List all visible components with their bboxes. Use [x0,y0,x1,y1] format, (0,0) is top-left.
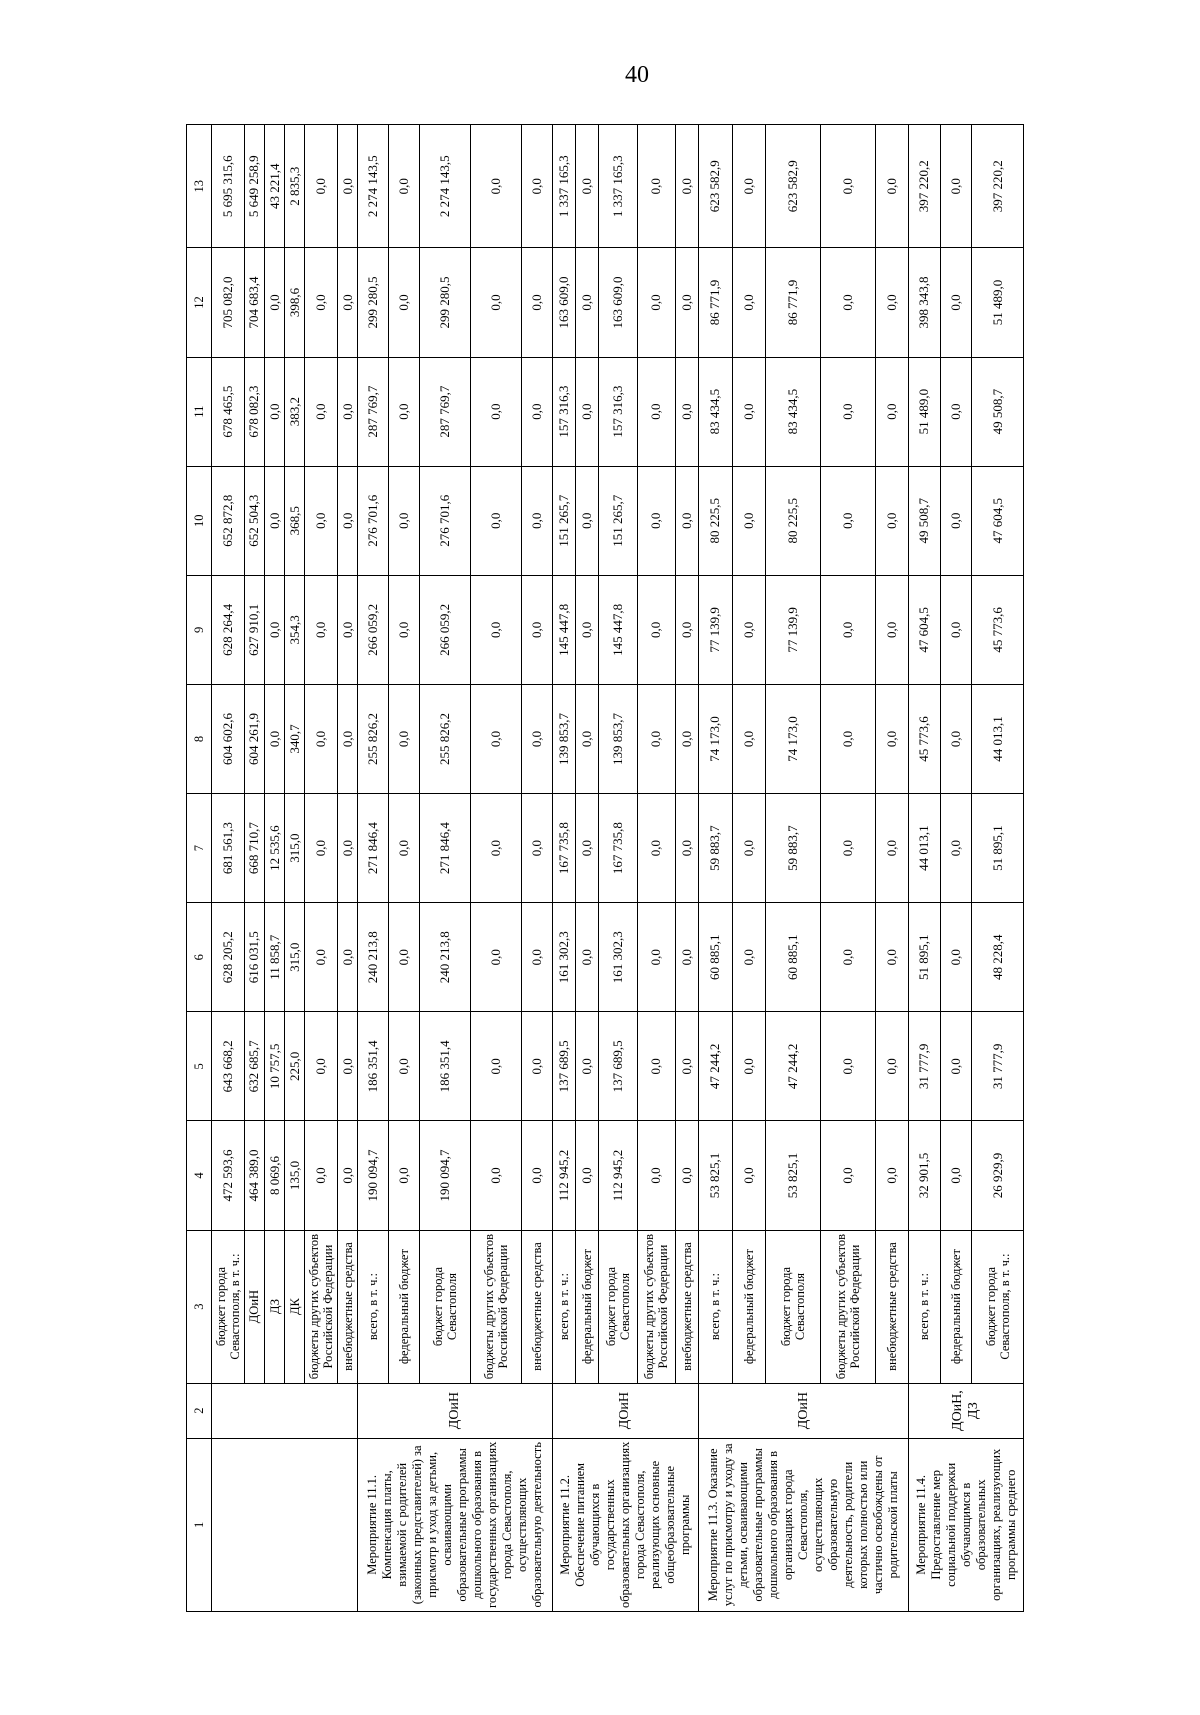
value-cell: 652 504,3 [244,466,264,575]
value-cell: 0,0 [675,248,698,357]
value-cell: 0,0 [732,248,766,357]
value-cell: 0,0 [940,794,972,903]
activity-cell: Мероприятие 11.4. Предоставление мер социальной поддержки обучающимся в образовательных организациях, реализующих программы среднего [909,1438,1024,1611]
value-cell: 0,0 [338,903,358,1012]
value-cell: 383,2 [285,357,305,466]
value-cell: 10 757,5 [265,1012,285,1121]
value-cell: 80 225,5 [699,466,733,575]
value-cell: 5 695 315,6 [212,125,245,248]
value-cell: 0,0 [875,357,909,466]
value-cell: 0,0 [732,357,766,466]
value-cell: 44 013,1 [909,794,941,903]
value-cell: 0,0 [338,575,358,684]
value-cell: 167 735,8 [599,794,637,903]
value-cell: 163 609,0 [599,248,637,357]
value-cell: 60 885,1 [766,903,821,1012]
value-cell: 0,0 [575,794,598,903]
value-cell: 59 883,7 [766,794,821,903]
value-cell: 51 895,1 [909,903,941,1012]
value-cell: 145 447,8 [552,575,575,684]
value-cell: 0,0 [820,575,875,684]
value-cell: 0,0 [470,903,521,1012]
value-cell: 0,0 [875,684,909,793]
funding-source-cell: бюджет города Севастополя [420,1230,471,1383]
value-cell: 0,0 [338,466,358,575]
value-cell: 157 316,3 [552,357,575,466]
value-cell: 0,0 [305,575,338,684]
table-row [909,125,941,1612]
value-cell: 135,0 [285,1121,305,1230]
value-cell: 0,0 [637,575,675,684]
value-cell: 0,0 [389,1121,420,1230]
value-cell: 0,0 [732,575,766,684]
value-cell: 190 094,7 [358,1121,389,1230]
value-cell: 0,0 [389,466,420,575]
value-cell: 0,0 [389,1012,420,1121]
value-cell: 0,0 [305,466,338,575]
funding-source-cell: федеральный бюджет [575,1230,598,1383]
value-cell: 0,0 [575,357,598,466]
value-cell: 139 853,7 [552,684,575,793]
value-cell: 0,0 [820,684,875,793]
value-cell: 472 593,6 [212,1121,245,1230]
executor-cell: ДОиН [358,1383,552,1438]
activity-cell: Мероприятие 11.3. Оказание услуг по присмотру и уходу за детьми, осваивающими образовательные программы дошкольного образования в организациях города Севастополя, осуществляющих образовательную деятельность, родители которых полностью или частично освобождены от родительской платы [699,1438,909,1611]
value-cell: 0,0 [575,466,598,575]
value-cell: 0,0 [820,1012,875,1121]
value-cell: 0,0 [637,466,675,575]
value-cell: 0,0 [820,1121,875,1230]
value-cell: 74 173,0 [766,684,821,793]
value-cell: 397 220,2 [972,125,1024,248]
value-cell: 47 604,5 [909,575,941,684]
value-cell: 255 826,2 [420,684,471,793]
table-row [358,125,389,1612]
column-header: 10 [187,466,212,575]
value-cell: 0,0 [675,466,698,575]
activity-cell: Мероприятие 11.1. Компенсация платы, взимаемой с родителей (законных представителей) за присмотр и уход за детьми, осваивающими образовательные программы дошкольного образования в государственных организациях города Севастополя, осуществляющих образовательную деятельность [358,1438,552,1611]
value-cell: 1 337 165,3 [552,125,575,248]
value-cell: 398,6 [285,248,305,357]
value-cell: 0,0 [637,248,675,357]
value-cell: 0,0 [305,248,338,357]
value-cell: 266 059,2 [358,575,389,684]
value-cell: 704 683,4 [244,248,264,357]
value-cell: 0,0 [389,903,420,1012]
funding-source-cell: всего, в т. ч.: [699,1230,733,1383]
value-cell: 287 769,7 [420,357,471,466]
value-cell: 0,0 [675,357,698,466]
value-cell: 0,0 [637,1121,675,1230]
value-cell: 59 883,7 [699,794,733,903]
header-row [187,125,212,1612]
value-cell: 31 777,9 [972,1012,1024,1121]
value-cell: 0,0 [875,125,909,248]
value-cell: 26 929,9 [972,1121,1024,1230]
value-cell: 44 013,1 [972,684,1024,793]
value-cell: 0,0 [265,357,285,466]
value-cell: 47 244,2 [699,1012,733,1121]
value-cell: 0,0 [265,575,285,684]
value-cell: 368,5 [285,466,305,575]
value-cell: 48 228,4 [972,903,1024,1012]
value-cell: 643 668,2 [212,1012,245,1121]
value-cell: 240 213,8 [358,903,389,1012]
value-cell: 51 895,1 [972,794,1024,903]
value-cell: 0,0 [521,684,552,793]
value-cell: 0,0 [820,357,875,466]
value-cell: 53 825,1 [699,1121,733,1230]
value-cell: 0,0 [521,466,552,575]
value-cell: 0,0 [637,125,675,248]
value-cell: 0,0 [732,1012,766,1121]
rotated-table [186,124,1024,1612]
value-cell: 1 337 165,3 [599,125,637,248]
value-cell: 0,0 [732,1121,766,1230]
value-cell: 60 885,1 [699,903,733,1012]
value-cell: 0,0 [940,125,972,248]
value-cell: 604 261,9 [244,684,264,793]
value-cell: 681 561,3 [212,794,245,903]
value-cell: 0,0 [675,903,698,1012]
value-cell: 0,0 [389,125,420,248]
value-cell: 0,0 [875,575,909,684]
value-cell: 151 265,7 [599,466,637,575]
value-cell: 0,0 [732,794,766,903]
value-cell: 0,0 [575,125,598,248]
value-cell: 628 264,4 [212,575,245,684]
value-cell: 12 535,6 [265,794,285,903]
value-cell: 0,0 [470,684,521,793]
activity-cell: Мероприятие 11.2. Обеспечение питанием обучающихся в государственных образовательных организациях города Севастополя, реализующих основные общеобразовательные программы [552,1438,698,1611]
value-cell: 2 835,3 [285,125,305,248]
value-cell: 299 280,5 [358,248,389,357]
value-cell: 0,0 [875,903,909,1012]
value-cell: 145 447,8 [599,575,637,684]
funding-source-cell: бюджеты других субъектов Российской Федерации [470,1230,521,1383]
value-cell: 0,0 [265,248,285,357]
value-cell: 0,0 [940,684,972,793]
value-cell: 0,0 [470,575,521,684]
value-cell: 315,0 [285,794,305,903]
budget-table [186,124,1024,1612]
value-cell: 0,0 [875,466,909,575]
value-cell: 255 826,2 [358,684,389,793]
funding-source-cell: ДЗ [265,1230,285,1383]
value-cell: 0,0 [389,357,420,466]
funding-source-cell: внебюджетные средства [521,1230,552,1383]
funding-source-cell: бюджет города Севастополя [766,1230,821,1383]
value-cell: 190 094,7 [420,1121,471,1230]
value-cell: 668 710,7 [244,794,264,903]
value-cell: 51 489,0 [972,248,1024,357]
column-header: 7 [187,794,212,903]
value-cell: 0,0 [637,357,675,466]
funding-source-cell: бюджет города Севастополя, в т. ч.: [972,1230,1024,1383]
funding-source-cell: ДОиН [244,1230,264,1383]
rotated-table-container [186,124,1024,1612]
value-cell: 77 139,9 [766,575,821,684]
value-cell: 0,0 [338,1012,358,1121]
value-cell: 0,0 [389,248,420,357]
value-cell: 0,0 [305,125,338,248]
executor-cell [212,1383,358,1438]
funding-source-cell: бюджет города Севастополя, в т. ч.: [212,1230,245,1383]
funding-source-cell: бюджет города Севастополя [599,1230,637,1383]
funding-source-cell: федеральный бюджет [940,1230,972,1383]
value-cell: 225,0 [285,1012,305,1121]
value-cell: 0,0 [470,248,521,357]
value-cell: 0,0 [940,248,972,357]
value-cell: 271 846,4 [420,794,471,903]
value-cell: 45 773,6 [972,575,1024,684]
value-cell: 31 777,9 [909,1012,941,1121]
value-cell: 8 069,6 [265,1121,285,1230]
value-cell: 43 221,4 [265,125,285,248]
value-cell: 47 604,5 [972,466,1024,575]
value-cell: 0,0 [637,903,675,1012]
value-cell: 49 508,7 [909,466,941,575]
executor-cell: ДОиН [699,1383,909,1438]
value-cell: 628 205,2 [212,903,245,1012]
value-cell: 604 602,6 [212,684,245,793]
value-cell: 0,0 [820,903,875,1012]
value-cell: 0,0 [675,575,698,684]
value-cell: 0,0 [675,1012,698,1121]
value-cell: 5 649 258,9 [244,125,264,248]
funding-source-cell: внебюджетные средства [338,1230,358,1383]
value-cell: 0,0 [338,1121,358,1230]
activity-cell [212,1438,358,1611]
value-cell: 652 872,8 [212,466,245,575]
value-cell: 0,0 [820,248,875,357]
value-cell: 0,0 [940,1012,972,1121]
value-cell: 678 465,5 [212,357,245,466]
value-cell: 32 901,5 [909,1121,941,1230]
value-cell: 0,0 [389,684,420,793]
value-cell: 266 059,2 [420,575,471,684]
column-header: 4 [187,1121,212,1230]
value-cell: 0,0 [820,466,875,575]
value-cell: 0,0 [470,466,521,575]
value-cell: 161 302,3 [552,903,575,1012]
value-cell: 167 735,8 [552,794,575,903]
funding-source-cell: федеральный бюджет [732,1230,766,1383]
value-cell: 0,0 [389,575,420,684]
value-cell: 0,0 [875,248,909,357]
funding-source-cell: всего, в т. ч.: [909,1230,941,1383]
value-cell: 0,0 [338,248,358,357]
value-cell: 0,0 [575,1012,598,1121]
value-cell: 83 434,5 [766,357,821,466]
column-header: 13 [187,125,212,248]
value-cell: 0,0 [940,357,972,466]
value-cell: 0,0 [575,575,598,684]
value-cell: 0,0 [338,794,358,903]
value-cell: 186 351,4 [358,1012,389,1121]
value-cell: 77 139,9 [699,575,733,684]
value-cell: 0,0 [575,903,598,1012]
value-cell: 11 858,7 [265,903,285,1012]
value-cell: 0,0 [575,1121,598,1230]
funding-source-cell: всего, в т. ч.: [552,1230,575,1383]
column-header: 2 [187,1383,212,1438]
column-header: 1 [187,1438,212,1611]
value-cell: 0,0 [637,1012,675,1121]
value-cell: 340,7 [285,684,305,793]
funding-source-cell: бюджеты других субъектов Российской Федерации [820,1230,875,1383]
value-cell: 0,0 [732,466,766,575]
value-cell: 112 945,2 [599,1121,637,1230]
value-cell: 0,0 [338,357,358,466]
value-cell: 0,0 [521,575,552,684]
value-cell: 0,0 [940,903,972,1012]
value-cell: 287 769,7 [358,357,389,466]
funding-source-cell: федеральный бюджет [389,1230,420,1383]
value-cell: 0,0 [675,684,698,793]
value-cell: 0,0 [470,1012,521,1121]
value-cell: 80 225,5 [766,466,821,575]
value-cell: 299 280,5 [420,248,471,357]
column-header: 11 [187,357,212,466]
value-cell: 0,0 [389,794,420,903]
executor-cell: ДОиН [552,1383,698,1438]
value-cell: 0,0 [521,125,552,248]
table-row [699,125,733,1612]
value-cell: 0,0 [637,684,675,793]
value-cell: 616 031,5 [244,903,264,1012]
value-cell: 186 351,4 [420,1012,471,1121]
value-cell: 51 489,0 [909,357,941,466]
table-row [552,125,575,1612]
value-cell: 0,0 [732,684,766,793]
value-cell: 0,0 [265,684,285,793]
value-cell: 137 689,5 [552,1012,575,1121]
value-cell: 0,0 [732,903,766,1012]
value-cell: 0,0 [305,684,338,793]
value-cell: 2 274 143,5 [420,125,471,248]
value-cell: 86 771,9 [699,248,733,357]
column-header: 5 [187,1012,212,1121]
value-cell: 157 316,3 [599,357,637,466]
value-cell: 0,0 [521,903,552,1012]
table-body [212,125,1024,1612]
value-cell: 0,0 [305,357,338,466]
value-cell: 632 685,7 [244,1012,264,1121]
value-cell: 49 508,7 [972,357,1024,466]
funding-source-cell: всего, в т. ч.: [358,1230,389,1383]
value-cell: 397 220,2 [909,125,941,248]
column-header: 3 [187,1230,212,1383]
value-cell: 0,0 [820,125,875,248]
value-cell: 0,0 [637,794,675,903]
value-cell: 271 846,4 [358,794,389,903]
column-header: 6 [187,903,212,1012]
value-cell: 0,0 [675,1121,698,1230]
value-cell: 0,0 [940,575,972,684]
value-cell: 0,0 [675,125,698,248]
value-cell: 161 302,3 [599,903,637,1012]
value-cell: 678 082,3 [244,357,264,466]
value-cell: 0,0 [575,684,598,793]
value-cell: 0,0 [675,794,698,903]
value-cell: 0,0 [338,684,358,793]
value-cell: 0,0 [305,794,338,903]
value-cell: 112 945,2 [552,1121,575,1230]
value-cell: 0,0 [305,903,338,1012]
value-cell: 0,0 [521,794,552,903]
value-cell: 623 582,9 [766,125,821,248]
value-cell: 705 082,0 [212,248,245,357]
value-cell: 151 265,7 [552,466,575,575]
value-cell: 240 213,8 [420,903,471,1012]
value-cell: 74 173,0 [699,684,733,793]
funding-source-cell: ДК [285,1230,305,1383]
value-cell: 137 689,5 [599,1012,637,1121]
column-header: 12 [187,248,212,357]
value-cell: 0,0 [265,466,285,575]
executor-cell: ДОиН, ДЗ [909,1383,1024,1438]
value-cell: 2 274 143,5 [358,125,389,248]
value-cell: 0,0 [521,1012,552,1121]
value-cell: 315,0 [285,903,305,1012]
funding-source-cell: бюджеты других субъектов Российской Федерации [637,1230,675,1383]
value-cell: 0,0 [305,1121,338,1230]
value-cell: 163 609,0 [552,248,575,357]
value-cell: 0,0 [521,357,552,466]
value-cell: 398 343,8 [909,248,941,357]
value-cell: 86 771,9 [766,248,821,357]
value-cell: 276 701,6 [420,466,471,575]
value-cell: 276 701,6 [358,466,389,575]
value-cell: 0,0 [875,1012,909,1121]
funding-source-cell: внебюджетные средства [675,1230,698,1383]
value-cell: 0,0 [732,125,766,248]
value-cell: 45 773,6 [909,684,941,793]
value-cell: 0,0 [521,1121,552,1230]
value-cell: 0,0 [940,466,972,575]
funding-source-cell: внебюджетные средства [875,1230,909,1383]
value-cell: 0,0 [338,125,358,248]
column-header: 9 [187,575,212,684]
value-cell: 0,0 [470,794,521,903]
value-cell: 0,0 [470,125,521,248]
value-cell: 53 825,1 [766,1121,821,1230]
value-cell: 139 853,7 [599,684,637,793]
value-cell: 627 910,1 [244,575,264,684]
value-cell: 0,0 [470,1121,521,1230]
value-cell: 47 244,2 [766,1012,821,1121]
value-cell: 0,0 [940,1121,972,1230]
value-cell: 83 434,5 [699,357,733,466]
funding-source-cell: бюджеты других субъектов Российской Федерации [305,1230,338,1383]
value-cell: 0,0 [575,248,598,357]
table-row [212,125,245,1612]
value-cell: 0,0 [875,1121,909,1230]
value-cell: 354,3 [285,575,305,684]
page-number: 40 [625,62,649,88]
value-cell: 0,0 [470,357,521,466]
value-cell: 0,0 [875,794,909,903]
value-cell: 0,0 [521,248,552,357]
value-cell: 0,0 [305,1012,338,1121]
value-cell: 464 389,0 [244,1121,264,1230]
column-header: 8 [187,684,212,793]
value-cell: 623 582,9 [699,125,733,248]
value-cell: 0,0 [820,794,875,903]
